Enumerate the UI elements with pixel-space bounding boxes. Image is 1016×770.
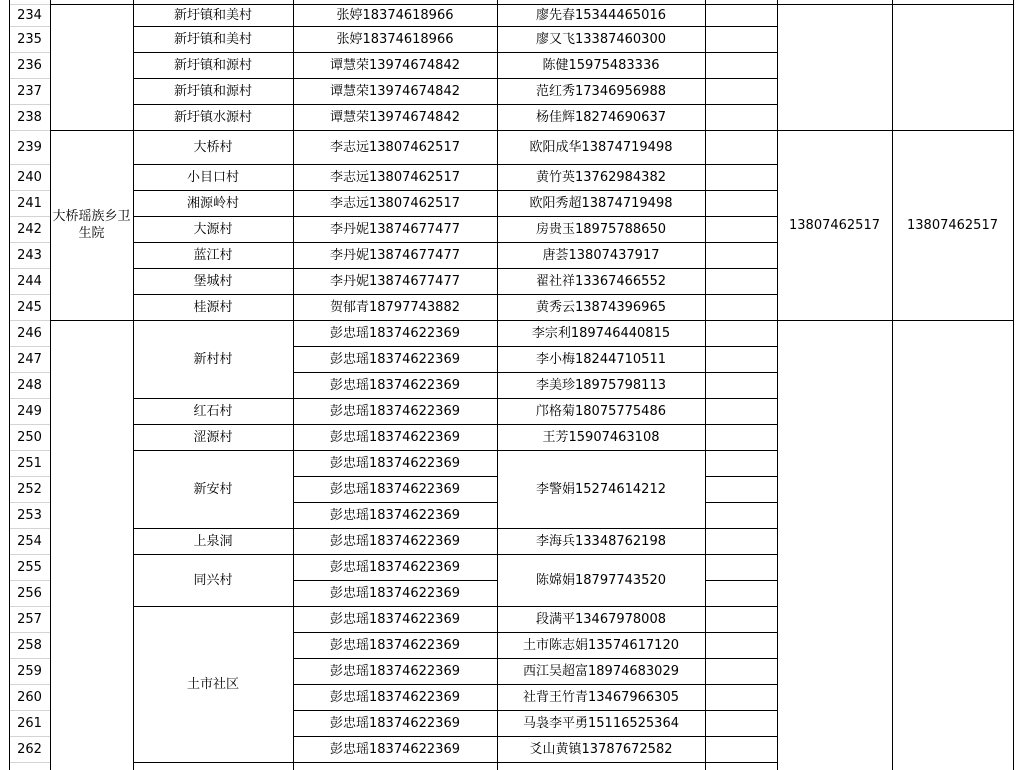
village-cell-239[interactable]: 大桥村 (193, 139, 233, 155)
cell-border (293, 52, 498, 53)
cell-border (133, 554, 294, 555)
cell-border (705, 710, 778, 711)
contact-cell-254[interactable]: 彭忠瑶18374622369 (330, 533, 460, 549)
worker-cell-244[interactable]: 翟社祥13367466552 (536, 273, 666, 289)
cell-border (777, 4, 893, 5)
cell-border (497, 736, 706, 737)
contact-cell-259[interactable]: 彭忠瑶18374622369 (330, 663, 460, 679)
row-number-254[interactable]: 254 (17, 533, 42, 549)
row-number-250[interactable]: 250 (17, 429, 42, 445)
cell-border (705, 554, 778, 555)
cell-border (705, 684, 778, 685)
cell-border (705, 658, 778, 659)
cell-border (9, 606, 51, 607)
cell-border (133, 0, 134, 770)
cell-border (497, 52, 706, 53)
cell-border (497, 684, 706, 685)
worker-merged-xinan[interactable]: 李警娟15274614212 (536, 481, 666, 497)
cell-border (497, 190, 706, 191)
contact-cell-251[interactable]: 彭忠瑶18374622369 (330, 455, 460, 471)
cell-border (497, 216, 706, 217)
cell-border (133, 164, 294, 165)
contact-cell-253[interactable]: 彭忠瑶18374622369 (330, 507, 460, 523)
cell-border (133, 294, 294, 295)
cell-border (705, 450, 778, 451)
cell-border (9, 502, 51, 503)
contact-cell-237[interactable]: 谭慧荣13974674842 (330, 83, 460, 99)
row-number-244[interactable]: 244 (17, 273, 42, 289)
cell-border (133, 216, 294, 217)
cell-border (497, 606, 706, 607)
cell-border (497, 320, 706, 321)
worker-cell-258[interactable]: 土市陈志娟13574617120 (523, 637, 679, 653)
cell-border (705, 502, 778, 503)
row-number-238[interactable]: 238 (17, 109, 42, 125)
village-merged-tushi[interactable]: 土市社区 (186, 676, 239, 692)
cell-border (9, 398, 51, 399)
cell-border (9, 658, 51, 659)
cell-border (705, 4, 778, 5)
worker-cell-237[interactable]: 范红秀17346956988 (536, 83, 666, 99)
row-number-255[interactable]: 255 (17, 559, 42, 575)
cell-border (293, 528, 498, 529)
row-number-251[interactable]: 251 (17, 455, 42, 471)
cell-border (9, 78, 51, 79)
worker-cell-234[interactable]: 廖先春15344465016 (536, 7, 666, 23)
cell-border (133, 130, 294, 131)
contact-cell-236[interactable]: 谭慧荣13974674842 (330, 57, 460, 73)
cell-border (705, 632, 778, 633)
cell-border (50, 4, 134, 5)
cell-border (133, 4, 294, 5)
worker-cell-261[interactable]: 马袅李平勇15116525364 (523, 715, 679, 731)
row-number-247[interactable]: 247 (17, 351, 42, 367)
cell-border (293, 0, 294, 770)
cell-border (497, 424, 706, 425)
worker-cell-235[interactable]: 廖又飞13387460300 (536, 31, 666, 47)
cell-border (50, 0, 51, 770)
village-cell-237[interactable]: 新圩镇和源村 (173, 83, 252, 99)
cell-border (9, 190, 51, 191)
cell-border (497, 398, 706, 399)
cell-border (9, 130, 51, 131)
worker-cell-245[interactable]: 黄秀云13874396965 (536, 299, 666, 315)
cell-border (9, 26, 51, 27)
cell-border (777, 130, 893, 131)
cell-border (705, 580, 778, 581)
row-number-239[interactable]: 239 (17, 139, 42, 155)
village-merged-xincun[interactable]: 新村村 (193, 351, 233, 367)
cell-border (9, 320, 51, 321)
row-number-242[interactable]: 242 (17, 221, 42, 237)
cell-border (293, 606, 498, 607)
row-number-256[interactable]: 256 (17, 585, 42, 601)
row-number-258[interactable]: 258 (17, 637, 42, 653)
cell-border (705, 104, 778, 105)
cell-border (705, 0, 706, 770)
cell-border (892, 0, 893, 770)
contact-cell-245[interactable]: 贺郁青18797743882 (330, 299, 460, 315)
worker-cell-239[interactable]: 欧阳成华13874719498 (529, 139, 673, 155)
contact-cell-240[interactable]: 李志远13807462517 (330, 169, 460, 185)
worker-cell-249[interactable]: 邝格菊18075775486 (536, 403, 666, 419)
cell-border (497, 554, 706, 555)
village-cell-241[interactable]: 湘源岭村 (186, 195, 239, 211)
cell-border (133, 52, 294, 53)
worker-cell-241[interactable]: 欧阳秀超13874719498 (529, 195, 673, 211)
contact-cell-248[interactable]: 彭忠瑶18374622369 (330, 377, 460, 393)
cell-border (133, 398, 294, 399)
cell-border (133, 268, 294, 269)
cell-border (293, 4, 498, 5)
cell-border (293, 164, 498, 165)
contact-cell-260[interactable]: 彭忠瑶18374622369 (330, 689, 460, 705)
cell-border (133, 528, 294, 529)
contact-cell-235[interactable]: 张婷18374618966 (336, 31, 454, 47)
cell-border (133, 424, 294, 425)
cell-border (293, 320, 498, 321)
cell-border (705, 78, 778, 79)
cell-border (497, 346, 706, 347)
contact-cell-234[interactable]: 张婷18374618966 (336, 7, 454, 23)
cell-border (497, 710, 706, 711)
village-cell-250[interactable]: 涩源村 (193, 429, 233, 445)
cell-border (777, 0, 778, 770)
cell-border (705, 424, 778, 425)
contact-cell-246[interactable]: 彭忠瑶18374622369 (330, 325, 460, 341)
cell-border (497, 242, 706, 243)
cell-border (705, 320, 778, 321)
cell-border (293, 130, 498, 131)
town-merged-cell[interactable]: 大桥瑶族乡卫生院 (52, 209, 131, 241)
cell-border (705, 26, 778, 27)
row-number-248[interactable]: 248 (17, 377, 42, 393)
cell-border (9, 762, 51, 763)
cell-border (705, 216, 778, 217)
cell-border (133, 26, 294, 27)
cell-border (293, 762, 498, 763)
cell-border (705, 190, 778, 191)
cell-border (9, 104, 51, 105)
village-cell-240[interactable]: 小目口村 (186, 169, 239, 185)
cell-border (777, 320, 893, 321)
cell-border (9, 554, 51, 555)
cell-border (497, 0, 498, 770)
cell-border (705, 268, 778, 269)
cell-border (705, 736, 778, 737)
village-cell-235[interactable]: 新圩镇和美村 (173, 31, 252, 47)
cell-border (293, 242, 498, 243)
cell-border (293, 710, 498, 711)
cell-border (293, 502, 498, 503)
row-number-234[interactable]: 234 (17, 7, 42, 23)
cell-border (293, 554, 498, 555)
contact-cell-250[interactable]: 彭忠瑶18374622369 (330, 429, 460, 445)
cell-border (293, 632, 498, 633)
cell-border (705, 242, 778, 243)
cell-border (892, 320, 1014, 321)
village-cell-245[interactable]: 桂源村 (193, 299, 233, 315)
cell-border (705, 528, 778, 529)
cell-border (293, 684, 498, 685)
worker-cell-248[interactable]: 李美珍18975798113 (536, 377, 666, 393)
cell-border (9, 164, 51, 165)
cell-border (9, 372, 51, 373)
cell-border (9, 4, 51, 5)
cell-border (9, 736, 51, 737)
cell-border (293, 104, 498, 105)
cell-border (9, 346, 51, 347)
worker-cell-254[interactable]: 李海兵13348762198 (536, 533, 666, 549)
worker-cell-259[interactable]: 西江吴超富18974683029 (523, 663, 679, 679)
row-number-237[interactable]: 237 (17, 83, 42, 99)
cell-border (9, 684, 51, 685)
cell-border (497, 26, 706, 27)
contact-cell-239[interactable]: 李志远13807462517 (330, 139, 460, 155)
cell-border (497, 450, 706, 451)
cell-border (9, 424, 51, 425)
contact-cell-257[interactable]: 彭忠瑶18374622369 (330, 611, 460, 627)
worker-cell-257[interactable]: 段满平13467978008 (536, 611, 666, 627)
row-number-249[interactable]: 249 (17, 403, 42, 419)
cell-border (293, 736, 498, 737)
cell-border (705, 52, 778, 53)
cell-border (133, 104, 294, 105)
contact-cell-241[interactable]: 李志远13807462517 (330, 195, 460, 211)
cell-border (705, 398, 778, 399)
cell-border (9, 242, 51, 243)
cell-border (133, 450, 294, 451)
row-number-261[interactable]: 261 (17, 715, 42, 731)
cell-border (9, 450, 51, 451)
worker-cell-260[interactable]: 社背王竹青13467966305 (523, 689, 679, 705)
cell-border (1013, 0, 1014, 770)
row-number-262[interactable]: 262 (17, 741, 42, 757)
cell-border (892, 130, 1014, 131)
contact-cell-243[interactable]: 李丹妮13874677477 (330, 247, 460, 263)
phone-merged-cell-1[interactable]: 13807462517 (789, 217, 880, 233)
cell-border (133, 606, 294, 607)
cell-border (9, 294, 51, 295)
cell-border (9, 580, 51, 581)
cell-border (705, 346, 778, 347)
worker-cell-236[interactable]: 陈健15975483336 (542, 57, 660, 73)
row-number-240[interactable]: 240 (17, 169, 42, 185)
village-cell-249[interactable]: 红石村 (193, 403, 233, 419)
cell-border (9, 528, 51, 529)
contact-cell-262[interactable]: 彭忠瑶18374622369 (330, 741, 460, 757)
row-number-246[interactable]: 246 (17, 325, 42, 341)
cell-border (133, 242, 294, 243)
row-number-252[interactable]: 252 (17, 481, 42, 497)
worker-cell-243[interactable]: 唐荟13807437917 (542, 247, 660, 263)
cell-border (133, 320, 294, 321)
cell-border (705, 762, 778, 763)
worker-cell-242[interactable]: 房贵玉18975788650 (536, 221, 666, 237)
worker-merged-tongxing[interactable]: 陈嫦娟18797743520 (536, 572, 666, 588)
contact-cell-244[interactable]: 李丹妮13874677477 (330, 273, 460, 289)
cell-border (497, 130, 706, 131)
contact-cell-256[interactable]: 彭忠瑶18374622369 (330, 585, 460, 601)
cell-border (293, 216, 498, 217)
cell-border (705, 476, 778, 477)
contact-cell-252[interactable]: 彭忠瑶18374622369 (330, 481, 460, 497)
village-merged-xinan[interactable]: 新安村 (193, 481, 233, 497)
cell-border (9, 710, 51, 711)
worker-cell-247[interactable]: 李小梅18244710511 (536, 351, 666, 367)
cell-border (293, 294, 498, 295)
village-cell-242[interactable]: 大源村 (193, 221, 233, 237)
cell-border (293, 450, 498, 451)
contact-cell-242[interactable]: 李丹妮13874677477 (330, 221, 460, 237)
worker-cell-238[interactable]: 杨佳辉18274690637 (536, 109, 666, 125)
village-cell-238[interactable]: 新圩镇水源村 (173, 109, 252, 125)
village-cell-243[interactable]: 蓝江村 (193, 247, 233, 263)
row-number-235[interactable]: 235 (17, 31, 42, 47)
cell-border (497, 372, 706, 373)
cell-border (293, 424, 498, 425)
row-number-257[interactable]: 257 (17, 611, 42, 627)
cell-border (497, 78, 706, 79)
cell-border (497, 294, 706, 295)
cell-border (293, 398, 498, 399)
cell-border (9, 216, 51, 217)
cell-border (497, 632, 706, 633)
worker-cell-246[interactable]: 李宗利189746440815 (531, 325, 671, 341)
cell-border (497, 164, 706, 165)
cell-border (9, 476, 51, 477)
cell-border (133, 762, 294, 763)
village-cell-254[interactable]: 上泉洞 (193, 533, 233, 549)
cell-border (293, 580, 498, 581)
cell-border (892, 4, 1014, 5)
cell-border (497, 528, 706, 529)
cell-border (705, 606, 778, 607)
cell-border (497, 762, 706, 763)
cell-border (293, 26, 498, 27)
cell-border (293, 78, 498, 79)
cell-border (133, 78, 294, 79)
cell-border (293, 372, 498, 373)
village-cell-236[interactable]: 新圩镇和源村 (173, 57, 252, 73)
cell-border (9, 0, 10, 770)
contact-cell-258[interactable]: 彭忠瑶18374622369 (330, 637, 460, 653)
cell-border (293, 658, 498, 659)
cell-border (293, 190, 498, 191)
row-number-241[interactable]: 241 (17, 195, 42, 211)
cell-border (705, 372, 778, 373)
cell-border (293, 346, 498, 347)
cell-border (497, 4, 706, 5)
contact-cell-249[interactable]: 彭忠瑶18374622369 (330, 403, 460, 419)
village-cell-234[interactable]: 新圩镇和美村 (173, 7, 252, 23)
cell-border (705, 294, 778, 295)
cell-border (9, 52, 51, 53)
village-merged-tongxing[interactable]: 同兴村 (193, 572, 233, 588)
worker-cell-240[interactable]: 黄竹英13762984382 (536, 169, 666, 185)
contact-cell-261[interactable]: 彭忠瑶18374622369 (330, 715, 460, 731)
cell-border (50, 130, 134, 131)
contact-cell-238[interactable]: 谭慧荣13974674842 (330, 109, 460, 125)
contact-cell-255[interactable]: 彭忠瑶18374622369 (330, 559, 460, 575)
cell-border (497, 658, 706, 659)
cell-border (293, 476, 498, 477)
village-cell-244[interactable]: 堡城村 (193, 273, 233, 289)
cell-border (705, 164, 778, 165)
cell-border (9, 268, 51, 269)
cell-border (133, 190, 294, 191)
cell-border (293, 268, 498, 269)
row-number-236[interactable]: 236 (17, 57, 42, 73)
cell-border (497, 104, 706, 105)
row-number-243[interactable]: 243 (17, 247, 42, 263)
contact-cell-247[interactable]: 彭忠瑶18374622369 (330, 351, 460, 367)
worker-cell-262[interactable]: 爻山黄镇13787672582 (529, 741, 673, 757)
worker-cell-250[interactable]: 王芳15907463108 (542, 429, 660, 445)
cell-border (9, 632, 51, 633)
cell-border (50, 320, 134, 321)
row-number-245[interactable]: 245 (17, 299, 42, 315)
cell-border (497, 268, 706, 269)
cell-border (705, 130, 778, 131)
row-number-253[interactable]: 253 (17, 507, 42, 523)
phone-merged-cell-2[interactable]: 13807462517 (907, 217, 998, 233)
row-number-259[interactable]: 259 (17, 663, 42, 679)
row-number-260[interactable]: 260 (17, 689, 42, 705)
